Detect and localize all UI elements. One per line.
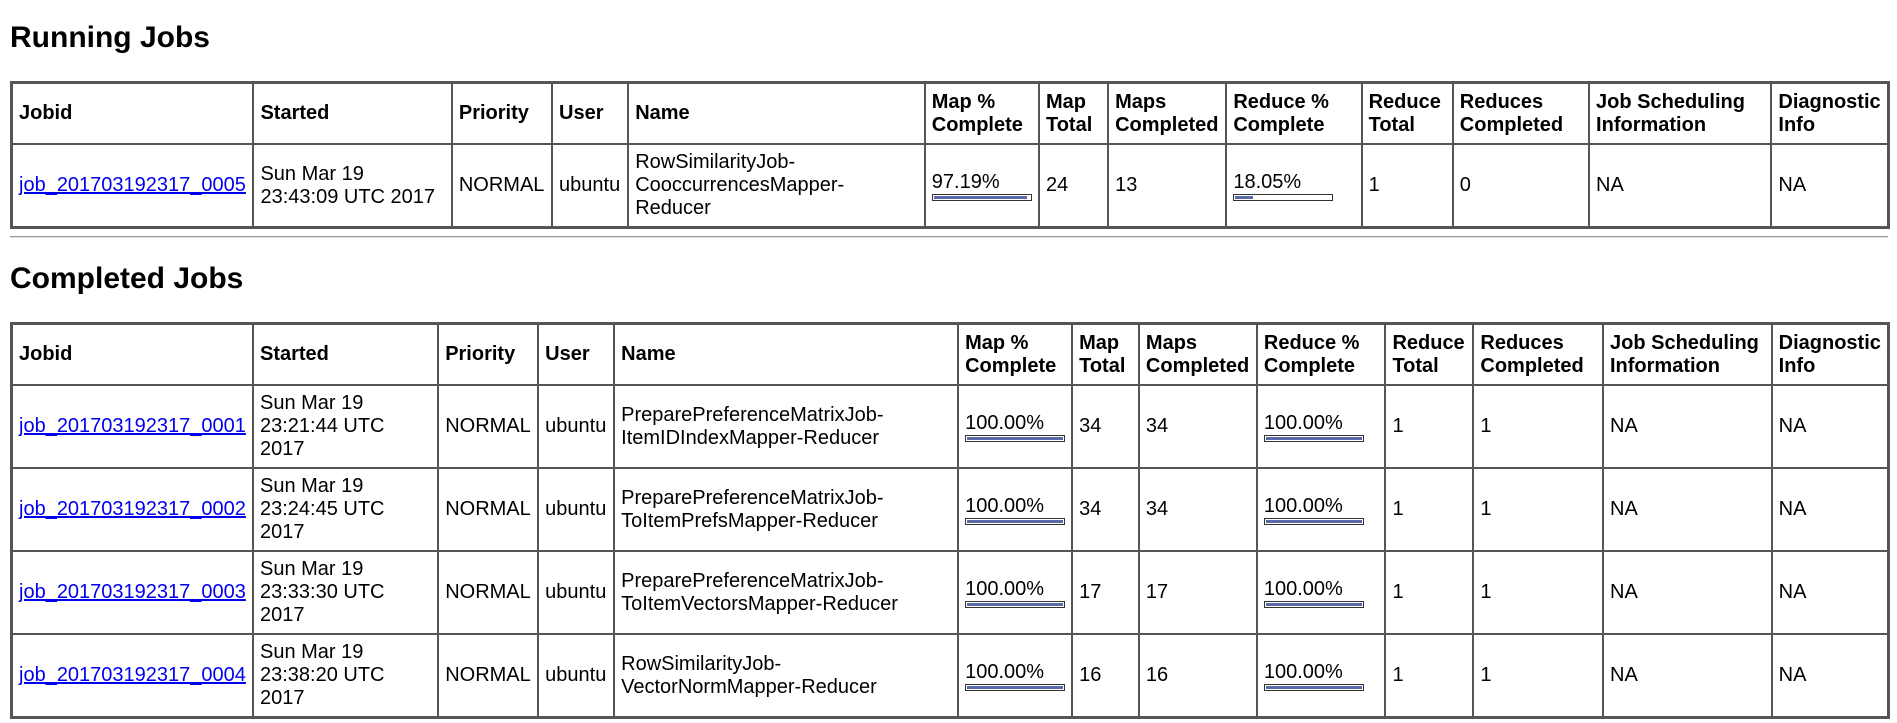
column-header: Name	[628, 83, 925, 144]
map-total-cell: 34	[1072, 385, 1139, 468]
jobid-link[interactable]: job_201703192317_0001	[19, 415, 246, 437]
maps-completed-cell: 16	[1139, 634, 1257, 717]
maps-completed-cell: 17	[1139, 551, 1257, 634]
maps-completed-cell: 34	[1139, 385, 1257, 468]
column-header: Reduce % Complete	[1226, 83, 1361, 144]
scheduling-info-cell: NA	[1603, 634, 1772, 717]
map-progress-cell	[958, 551, 1072, 634]
map-progress-text: 97.19%	[931, 170, 1000, 193]
priority-cell: NORMAL	[438, 468, 538, 551]
column-header: Maps Completed	[1139, 324, 1257, 385]
reduce-progress-bar-fill	[1266, 686, 1362, 689]
user-cell: ubuntu	[538, 468, 614, 551]
reduce-progress-cell	[1257, 551, 1386, 634]
reduce-progress-text: 100.00%	[1263, 411, 1343, 434]
section-divider	[10, 236, 1888, 238]
column-header: Jobid	[12, 83, 253, 144]
reduce-progress-bar-fill	[1266, 603, 1362, 606]
column-header: Reduce % Complete	[1257, 324, 1386, 385]
reduce-progress-bar-fill	[1235, 196, 1252, 199]
map-progress-bar	[965, 518, 1065, 525]
table-row	[12, 385, 1888, 468]
column-header: Name	[614, 324, 958, 385]
reduce-progress-text: 100.00%	[1263, 577, 1343, 600]
scheduling-info-cell: NA	[1603, 468, 1772, 551]
reduce-progress-bar-fill	[1266, 520, 1362, 523]
priority-cell: NORMAL	[452, 144, 552, 227]
job-name-cell: PreparePreferenceMatrixJob-ToItemPrefsMapper-Reducer	[614, 468, 958, 551]
column-header: Map Total	[1072, 324, 1139, 385]
jobid-link[interactable]: job_201703192317_0004	[19, 664, 246, 686]
reduce-progress-cell	[1257, 634, 1386, 717]
map-progress-bar-fill	[967, 520, 1063, 523]
user-cell: ubuntu	[538, 551, 614, 634]
jobid-link[interactable]: job_201703192317_0003	[19, 581, 246, 603]
map-total-cell: 16	[1072, 634, 1139, 717]
table-row	[12, 551, 1888, 634]
table-row	[12, 634, 1888, 717]
job-name-cell: RowSimilarityJob-CooccurrencesMapper-Reducer	[628, 144, 925, 227]
map-progress-cell	[958, 385, 1072, 468]
column-header: Map % Complete	[925, 83, 1039, 144]
map-total-cell: 17	[1072, 551, 1139, 634]
jobid-cell	[12, 144, 253, 227]
map-total-cell: 24	[1039, 144, 1108, 227]
column-header: Reduces Completed	[1453, 83, 1589, 144]
column-header: Started	[253, 83, 451, 144]
column-header: Diagnostic Info	[1771, 83, 1888, 144]
table-header-row	[12, 83, 1888, 144]
column-header: Diagnostic Info	[1772, 324, 1888, 385]
maps-completed-cell: 13	[1108, 144, 1226, 227]
reduce-progress-cell	[1257, 468, 1386, 551]
started-cell: Sun Mar 19 23:38:20 UTC 2017	[253, 634, 438, 717]
reduce-progress-text: 18.05%	[1233, 170, 1302, 193]
map-total-cell: 34	[1072, 468, 1139, 551]
map-progress-bar-fill	[967, 437, 1063, 440]
map-progress-bar-fill	[967, 686, 1063, 689]
map-progress-bar-fill	[967, 603, 1063, 606]
column-header: User	[552, 83, 628, 144]
completed-jobs-heading: Completed Jobs	[10, 262, 244, 295]
map-progress-text: 100.00%	[965, 411, 1045, 434]
maps-completed-cell: 34	[1139, 468, 1257, 551]
reduce-total-cell: 1	[1385, 634, 1473, 717]
started-cell: Sun Mar 19 23:21:44 UTC 2017	[253, 385, 438, 468]
reduce-total-cell: 1	[1362, 144, 1453, 227]
diagnostic-info-cell: NA	[1772, 468, 1888, 551]
diagnostic-info-cell: NA	[1772, 385, 1888, 468]
reduces-completed-cell: 1	[1473, 634, 1603, 717]
job-name-cell: RowSimilarityJob-VectorNormMapper-Reducer	[614, 634, 958, 717]
map-progress-bar	[965, 601, 1065, 608]
reduce-progress-cell	[1257, 385, 1386, 468]
table-row	[12, 144, 1888, 227]
user-cell: ubuntu	[538, 385, 614, 468]
user-cell: ubuntu	[552, 144, 628, 227]
reduce-progress-cell	[1226, 144, 1361, 227]
column-header: User	[538, 324, 614, 385]
scheduling-info-cell: NA	[1603, 551, 1772, 634]
running-jobs-heading: Running Jobs	[10, 21, 210, 54]
map-progress-bar	[965, 684, 1065, 691]
jobid-cell	[12, 468, 253, 551]
map-progress-bar	[965, 435, 1065, 442]
column-header: Job Scheduling Information	[1603, 324, 1772, 385]
column-header: Priority	[438, 324, 538, 385]
jobid-cell	[12, 634, 253, 717]
map-progress-text: 100.00%	[965, 660, 1045, 683]
job-name-cell: PreparePreferenceMatrixJob-ToItemVectorsMapper-Reducer	[614, 551, 958, 634]
reduce-progress-bar-fill	[1266, 437, 1362, 440]
reduce-total-cell: 1	[1385, 468, 1473, 551]
started-cell: Sun Mar 19 23:33:30 UTC 2017	[253, 551, 438, 634]
reduce-total-cell: 1	[1385, 551, 1473, 634]
jobid-link[interactable]: job_201703192317_0002	[19, 498, 246, 520]
column-header: Reduce Total	[1385, 324, 1473, 385]
started-cell: Sun Mar 19 23:43:09 UTC 2017	[253, 144, 451, 227]
job-name-cell: PreparePreferenceMatrixJob-ItemIDIndexMapper-Reducer	[614, 385, 958, 468]
jobid-link[interactable]: job_201703192317_0005	[19, 174, 246, 196]
column-header: Priority	[452, 83, 552, 144]
running-jobs-table	[10, 81, 1890, 229]
reduces-completed-cell: 1	[1473, 551, 1603, 634]
column-header: Started	[253, 324, 438, 385]
diagnostic-info-cell: NA	[1771, 144, 1888, 227]
column-header: Job Scheduling Information	[1589, 83, 1771, 144]
reduce-progress-text: 100.00%	[1263, 494, 1343, 517]
map-progress-bar	[932, 194, 1032, 201]
reduces-completed-cell: 1	[1473, 385, 1603, 468]
column-header: Map % Complete	[958, 324, 1072, 385]
reduce-progress-bar	[1233, 194, 1333, 201]
map-progress-cell	[958, 468, 1072, 551]
table-row	[12, 468, 1888, 551]
map-progress-text: 100.00%	[965, 494, 1045, 517]
reduces-completed-cell: 0	[1453, 144, 1589, 227]
column-header: Maps Completed	[1108, 83, 1226, 144]
map-progress-text: 100.00%	[965, 577, 1045, 600]
map-progress-cell	[925, 144, 1039, 227]
started-cell: Sun Mar 19 23:24:45 UTC 2017	[253, 468, 438, 551]
table-header-row	[12, 324, 1888, 385]
priority-cell: NORMAL	[438, 385, 538, 468]
map-progress-bar-fill	[934, 196, 1027, 199]
column-header: Jobid	[12, 324, 253, 385]
map-progress-cell	[958, 634, 1072, 717]
reduces-completed-cell: 1	[1473, 468, 1603, 551]
reduce-progress-bar	[1264, 435, 1364, 442]
column-header: Reduces Completed	[1473, 324, 1603, 385]
completed-jobs-table	[10, 322, 1890, 719]
column-header: Reduce Total	[1362, 83, 1453, 144]
reduce-progress-bar	[1264, 601, 1364, 608]
scheduling-info-cell: NA	[1589, 144, 1771, 227]
priority-cell: NORMAL	[438, 551, 538, 634]
diagnostic-info-cell: NA	[1772, 551, 1888, 634]
scheduling-info-cell: NA	[1603, 385, 1772, 468]
jobid-cell	[12, 385, 253, 468]
reduce-total-cell: 1	[1385, 385, 1473, 468]
reduce-progress-text: 100.00%	[1263, 660, 1343, 683]
reduce-progress-bar	[1264, 518, 1364, 525]
column-header: Map Total	[1039, 83, 1108, 144]
reduce-progress-bar	[1264, 684, 1364, 691]
priority-cell: NORMAL	[438, 634, 538, 717]
jobid-cell	[12, 551, 253, 634]
user-cell: ubuntu	[538, 634, 614, 717]
diagnostic-info-cell: NA	[1772, 634, 1888, 717]
